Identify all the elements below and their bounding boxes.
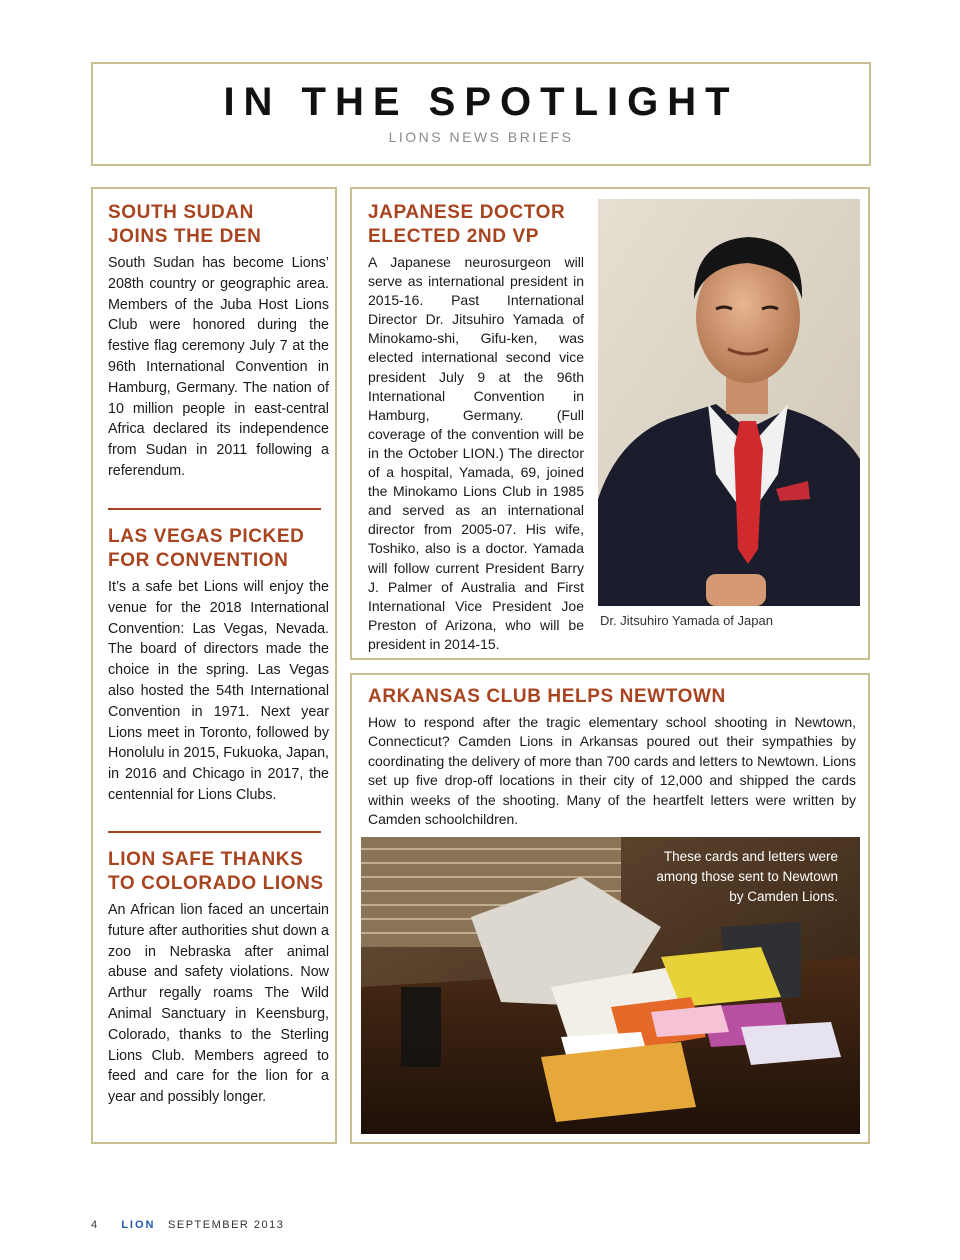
portrait-photo xyxy=(598,199,860,606)
article-headline: SOUTH SUDAN JOINS THE DEN xyxy=(108,202,262,247)
article-las-vegas xyxy=(108,525,329,806)
photo-caption: Dr. Jitsuhiro Yamada of Japan xyxy=(600,613,773,628)
article-body: How to respond after the tragic elementary school shooting in Newtown, Connecticut? Camden Lions in Arkansas poured out their sympathies by coordinating the delivery of more than 700 cards and letters to Newtown. Lions set up five drop-off locations in their city of 12,000 and shipped the cards within weeks of the shooting. Many of the heartfelt letters were written by Camden schoolchildren. xyxy=(368,714,856,828)
article-body: South Sudan has become Lions’ 208th country or geographic area. Members of the Juba Host Lions Club were honored during the festive flag ceremony July 7 at the 96th International Convention in Hamburg, Germany. The nation of 10 million people in east-central Africa declared its independence from Sudan in 2011 following a referendum. xyxy=(108,255,329,479)
article-body: It’s a safe bet Lions will enjoy the venue for the 2018 International Convention: Las Vegas, Nevada. The board of directors made the choice in the spring. Las Vegas also hosted the 54th International Convention in 1971. Next year Lions meet in Toronto, followed by Honolulu in 2015, Fukuoka, Japan, in 2016 and Chicago in 2017, the centennial for Lions Clubs. xyxy=(108,579,329,803)
article-lion-safe xyxy=(108,848,329,1108)
article-body: An African lion faced an uncertain future after authorities shut down a zoo in Nebraska after animal abuse and safety violations. Now Arthur regally roams The Wild Animal Sanctuary in Keensburg, Colorado, thanks to the Sterling Lions Club. Members agreed to feed and care for the lion for a year and possibly longer. xyxy=(108,902,329,1106)
left-column xyxy=(91,187,337,1144)
spotlight-header xyxy=(91,62,871,166)
page-footer xyxy=(91,1219,284,1231)
issue-date: SEPTEMBER 2013 xyxy=(168,1219,285,1231)
article-headline: LAS VEGAS PICKED FOR CONVENTION xyxy=(108,526,305,571)
article-headline: ARKANSAS CLUB HELPS NEWTOWN xyxy=(368,686,726,707)
magazine-brand: LION xyxy=(121,1219,156,1231)
section-subtitle: LIONS NEWS BRIEFS xyxy=(388,129,574,145)
cards-letters-photo xyxy=(361,837,860,1134)
article-south-sudan xyxy=(108,201,329,482)
divider xyxy=(108,508,321,510)
article-headline: JAPANESE DOCTOR ELECTED 2ND VP xyxy=(368,202,566,247)
article-body: A Japanese neurosurgeon will serve as international president in 2015-16. Past International Director Dr. Jitsuhiro Yamada of Minokamo-shi, Gifu-ken, was elected international second vice president July 9 at the 96th International Convention in Hamburg, Germany. (Full coverage of the convention will be in the October LION.) The director of a hospital, Yamada, 69, joined the Minokamo Lions Club in 1985 and served as an international director from 2005-07. His wife, Toshiko, also is a doctor. Yamada will follow current President Barry J. Palmer of Australia and First International Vice President Joe Preston of Arizona, who will be president in 2014-15. xyxy=(368,254,584,652)
divider xyxy=(108,831,321,833)
article-headline: LION SAFE THANKS TO COLORADO LIONS xyxy=(108,849,324,894)
page-number: 4 xyxy=(91,1219,99,1231)
photo-caption: These cards and letters were among those sent to Newtown by Camden Lions. xyxy=(656,849,838,904)
article-japanese-doctor xyxy=(350,187,870,660)
article-arkansas xyxy=(350,673,870,1144)
section-title: IN THE SPOTLIGHT xyxy=(223,80,739,124)
